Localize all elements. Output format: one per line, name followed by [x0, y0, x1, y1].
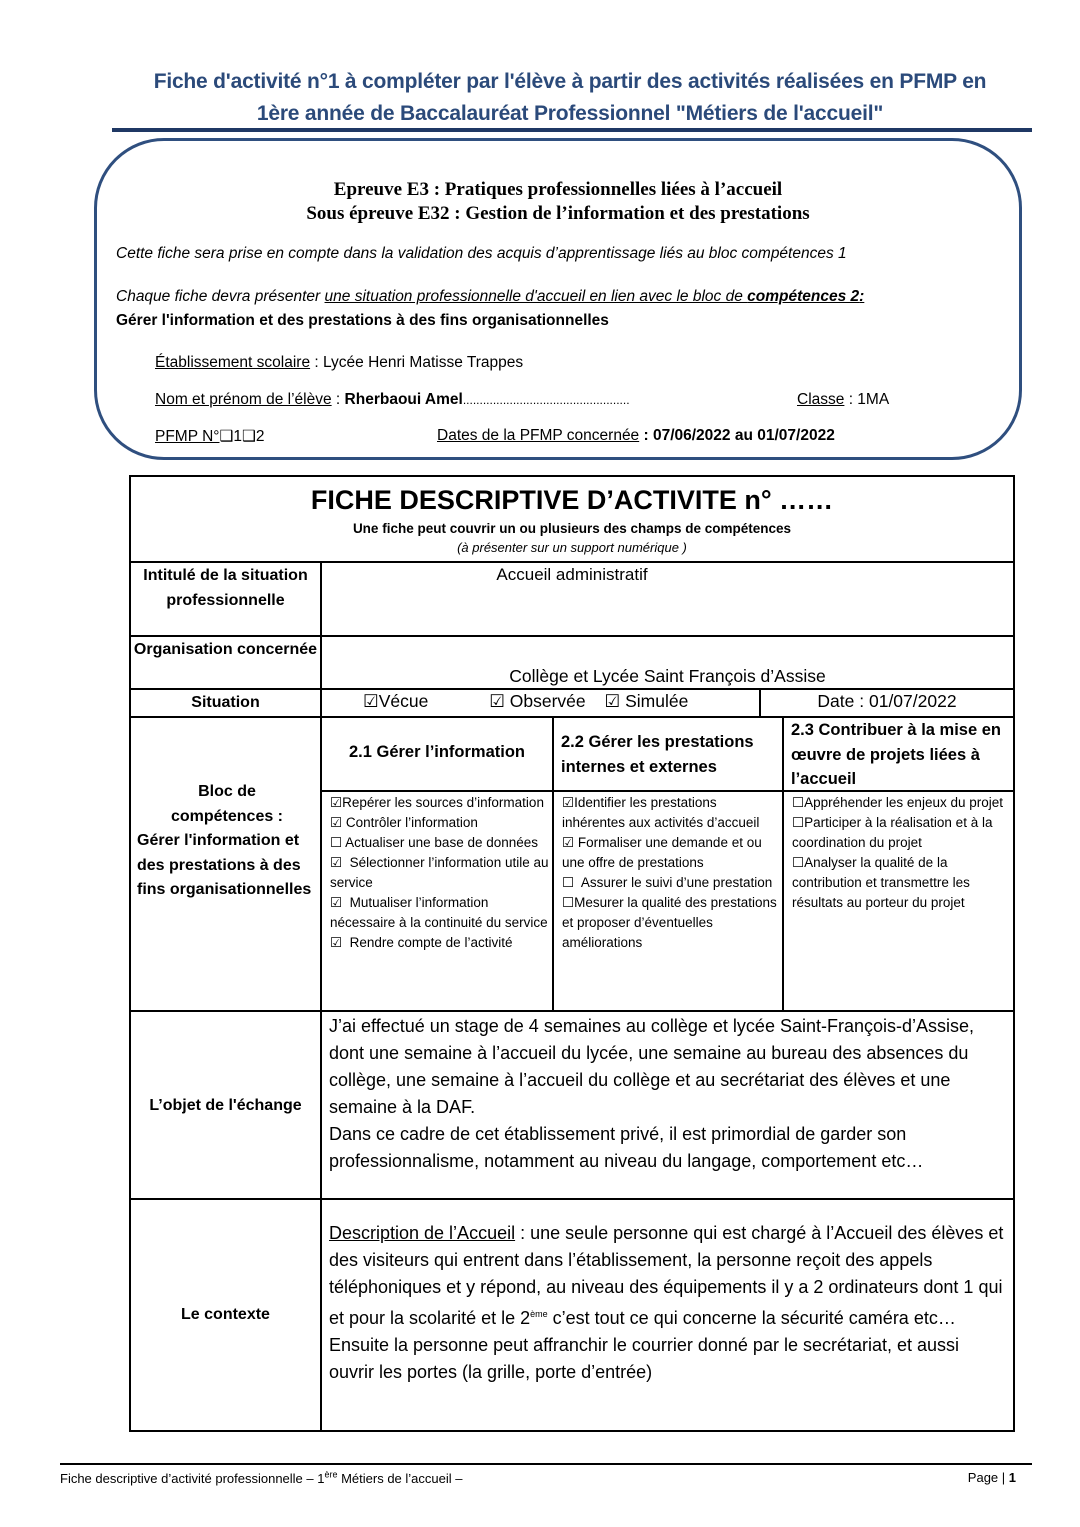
footer-text: Fiche descriptive d’activité professionnelle – 1ère Métiers de l’accueil –: [60, 1470, 463, 1487]
footer-divider: [60, 1463, 1032, 1465]
document-title: [100, 66, 1040, 130]
situation-vecue-checkbox[interactable]: ☑Vécue: [363, 691, 429, 711]
checkbox-item[interactable]: ☐Appréhender les enjeux du projet: [792, 795, 1003, 810]
checkbox-item[interactable]: ☐Analyser la qualité de la contribution et transmettre les résultats au porteur du projet: [792, 855, 970, 910]
checked-box-icon: ☑: [330, 815, 343, 830]
intitule-value: Accueil administratif: [496, 565, 648, 584]
contexte-text: [329, 1220, 1009, 1386]
checked-box-icon: ☑: [562, 795, 575, 810]
checkbox-item[interactable]: ☑ Sélectionner l’information utile au service: [330, 855, 549, 890]
situation-simulee-checkbox[interactable]: ☑ Simulée: [604, 691, 689, 711]
unchecked-box-icon: ☐: [792, 855, 805, 870]
objet-paragraph-2: Dans ce cadre de cet établissement privé, il est primordial de garder son professionnalisme, notamment au niveau du langage, comportement etc…: [329, 1124, 924, 1171]
competence-2-3-header: 2.3 Contribuer à la mise en œuvre de projets liées à l’accueil: [791, 721, 1001, 788]
checkbox-item[interactable]: ☑ Formaliser une demande et ou une offre de prestations: [562, 835, 762, 870]
unchecked-box-icon: ☐: [330, 835, 343, 850]
competence-2-2-list: [562, 793, 780, 953]
competence-2-1-header: 2.1 Gérer l’information: [348, 743, 526, 761]
checked-box-icon: ☑: [330, 795, 343, 810]
checked-box-icon: ☑: [363, 691, 379, 711]
unchecked-box-icon: ☐: [562, 895, 575, 910]
student-name-value: Rherbaoui Amel: [344, 391, 463, 408]
dates-value: : 07/06/2022 au 01/07/2022: [639, 427, 835, 444]
competence-2-3-list: [792, 793, 1010, 913]
classe-value: : 1MA: [844, 391, 890, 408]
student-name-label: Nom et prénom de l’élève: [155, 391, 332, 408]
etablissement-label: Établissement scolaire: [155, 354, 311, 371]
competence-block-title: Gérer l'information et des prestations à des fins organisationnelles: [116, 312, 609, 329]
page-footer: [60, 1470, 1020, 1486]
bloc-label: Bloc de compétences : Gérer l'information et des prestations à des fins organisationnelles: [137, 783, 312, 898]
classe-field: [797, 391, 889, 409]
checkbox-item[interactable]: ☐ Actualiser une base de données: [330, 835, 539, 850]
pfmp-checkboxes[interactable]: ❑1❑2: [219, 428, 265, 445]
epreuve-line-2: Sous épreuve E32 : Gestion de l’information et des prestations: [306, 203, 810, 224]
contexte-label: Le contexte: [181, 1306, 270, 1323]
pfmp-number-field: [155, 427, 265, 446]
situation-observee-checkbox[interactable]: ☑ Observée: [489, 691, 586, 711]
page-number: Page | 1: [967, 1470, 1016, 1485]
unchecked-box-icon: ☐: [562, 875, 575, 890]
epreuve-line-1: Epreuve E3 : Pratiques professionnelles liées à l’accueil: [333, 179, 783, 200]
unchecked-box-icon: ☐: [792, 795, 805, 810]
organisation-label: Organisation concernée: [133, 641, 318, 658]
student-name-field: Nom et prénom de l’élève : Rherbaoui Amel..................................................: [155, 391, 630, 408]
organisation-value: Collège et Lycée Saint François d’Assise: [509, 666, 826, 686]
checked-box-icon: ☑: [489, 691, 505, 711]
sheet-header: [131, 481, 1013, 557]
epreuve-heading: [94, 178, 1022, 226]
objet-text: [329, 1013, 1009, 1175]
contexte-heading: Description de l’Accueil: [329, 1223, 516, 1243]
checkbox-item[interactable]: ☑Identifier les prestations inhérentes aux activités d’accueil: [562, 795, 760, 830]
dates-label: Dates de la PFMP concernée: [437, 427, 640, 444]
checkbox-item[interactable]: ☐Participer à la réalisation et à la coordination du projet: [792, 815, 993, 850]
checked-box-icon: ☑: [562, 835, 575, 850]
checkbox-item[interactable]: ☑ Rendre compte de l’activité: [330, 935, 513, 950]
sheet-title: FICHE DESCRIPTIVE D’ACTIVITE n° ……: [310, 485, 834, 515]
objet-paragraph-1: J’ai effectué un stage de 4 semaines au collège et lycée Saint-François-d’Assise, dont une semaine à l’accueil du lycée, une semaine au bureau des absences du collège, une semaine à l’accueil du collège et au secrétariat des élèves et une semaine à la DAF.: [329, 1016, 975, 1117]
validation-note: Cette fiche sera prise en compte dans la validation des acquis d’apprentissage liés au bloc compétences 1: [116, 245, 847, 262]
unchecked-box-icon: ☐: [792, 815, 805, 830]
situation-date: Date : 01/07/2022: [817, 691, 957, 711]
contexte-paragraph-2: Ensuite la personne peut affranchir le courrier donné par le secrétariat, et aussi ouvrir les portes (la grille, porte d’entrée): [329, 1335, 960, 1382]
title-divider: [112, 128, 1032, 132]
checkbox-item[interactable]: ☐ Assurer le suivi d’une prestation: [562, 875, 773, 890]
sheet-subtitle: Une fiche peut couvrir un ou plusieurs des champs de compétences: [352, 521, 792, 536]
sheet-subtitle-note: (à présenter sur un support numérique ): [457, 540, 687, 555]
checkbox-item[interactable]: ☑ Mutualiser l’information nécessaire à la continuité du service: [330, 895, 548, 930]
objet-label: L’objet de l'échange: [149, 1097, 302, 1114]
competence-2-1-list: [330, 793, 550, 953]
situation-label: Situation: [191, 694, 260, 711]
checked-box-icon: ☑: [604, 691, 621, 711]
activity-sheet-table: [129, 475, 1015, 1432]
checkbox-item[interactable]: ☑ Contrôler l’information: [330, 815, 478, 830]
pfmp-dates-field: [437, 427, 835, 445]
etablissement-value: : Lycée Henri Matisse Trappes: [310, 354, 524, 371]
checked-box-icon: ☑: [330, 855, 343, 870]
checked-box-icon: ☑: [330, 935, 343, 950]
title-line-1: Fiche d'activité n°1 à compléter par l'élève à partir des activités réalisées en PFMP en: [153, 70, 987, 93]
checked-box-icon: ☑: [330, 895, 343, 910]
situation-options: [363, 691, 688, 712]
checkbox-item[interactable]: ☑Repérer les sources d’information: [330, 795, 544, 810]
competence-2-2-header: 2.2 Gérer les prestations internes et externes: [561, 733, 754, 776]
intitule-label: Intitulé de la situation professionnelle: [143, 567, 308, 609]
title-line-2: 1ère année de Baccalauréat Professionnel "Métiers de l'accueil": [256, 102, 884, 125]
checkbox-item[interactable]: ☐Mesurer la qualité des prestations et proposer d’éventuelles améliorations: [562, 895, 777, 950]
contexte-paragraph-1: Description de l’Accueil : une seule personne qui est chargé à l’Accueil des élèves et des visiteurs qui entrent dans l’établissement, la personne reçoit des appels téléphoniques et y répond, au niveau des équipements il y a 2 ordinateurs dont 1 qui et pour la scolarité et le 2ème c’est tout ce qui concerne la sécurité caméra etc…: [329, 1223, 1004, 1328]
pfmp-label: PFMP N°: [155, 428, 220, 445]
etablissement-field: [155, 354, 523, 372]
classe-label: Classe: [797, 391, 845, 408]
situation-requirement: Chaque fiche devra présenter une situation professionnelle d'accueil en lien avec le bloc de compétences 2:: [116, 288, 865, 305]
